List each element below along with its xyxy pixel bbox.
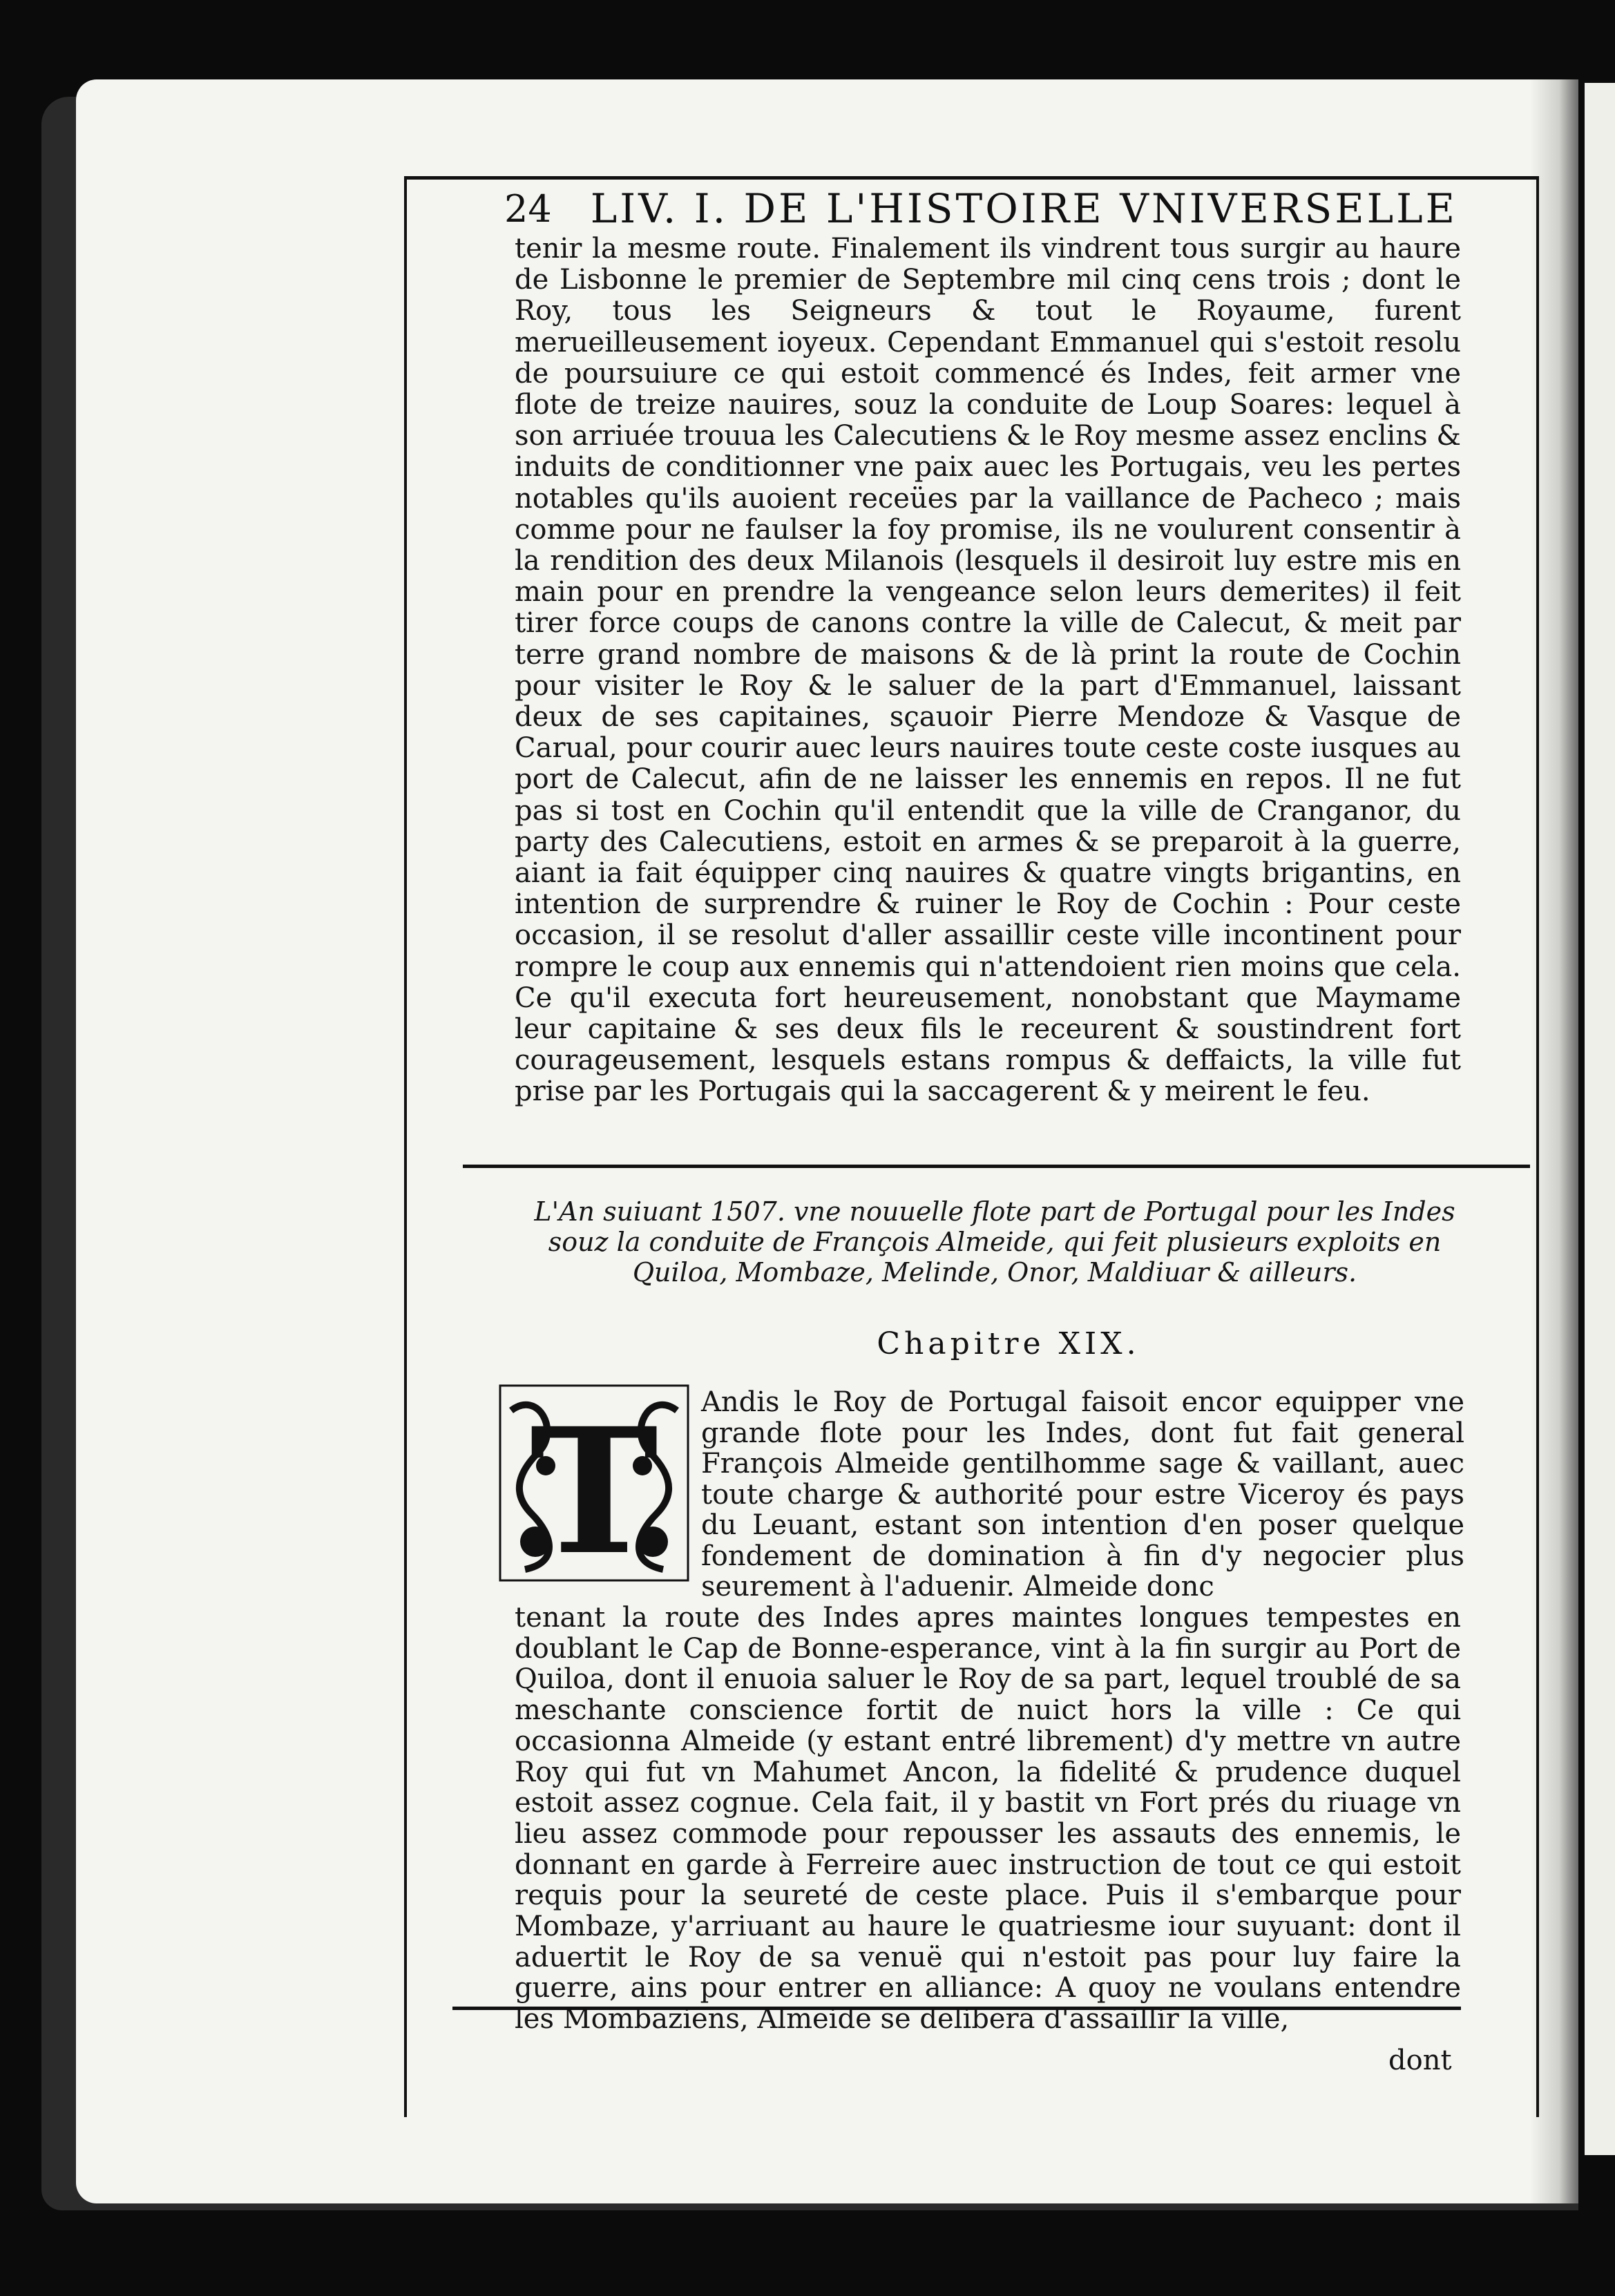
facing-page-edge	[1585, 83, 1615, 2155]
chapter-text-continued: tenant la route des Indes apres maintes longues tempestes en doublant le Cap de Bonne-esperance, vint à la fin surgir au Port de Quiloa, dont il enuoia saluer le Roy de sa part, lequel troublé de sa meschante conscience fortit de nuict hors la ville : Ce qui occasionna Almeide (y estant entré librement) d'y mettre vn autre Roy qui fut vn Mahumet Ancon, la fidelité & prudence duquel estoit assez cognue. Cela fait, il y bastit vn Fort prés du riuage vn lieu assez commode pour repousser les assauts des ennemis, le donnant en garde à Ferreire auec instruction de tout ce qui estoit requis pour la seureté de ceste place. Puis il s'embarque pour Mombaze, y'arriuant au haure le quatriesme iour suyuant: dont il aduertit le Roy de sa venuë qui n'estoit pas pour luy faire la guerre, ains pour entrer en alliance: A quoy ne voulans entendre les Mombaziens, Almeide se delibera d'assaillir la ville,	[515, 1602, 1461, 2036]
running-title: LIV. I. DE L'HISTOIRE VNIVERSELLE	[590, 185, 1458, 232]
decorated-initial-t	[497, 1383, 691, 1583]
running-header	[504, 178, 1458, 239]
catchword: dont	[1388, 2045, 1452, 2076]
chapter-heading: Chapitre XIX.	[877, 1326, 1140, 1361]
ornamental-initial-icon	[497, 1383, 691, 1583]
page-number: 24	[504, 186, 552, 231]
top-paragraph: tenir la mesme route. Finalement ils vindrent tous surgir au haure de Lisbonne le premier de Septembre mil cinq cens trois ; dont le Roy, tous les Seigneurs & tout le Royaume, furent merueilleusement ioyeux. Cependant Emmanuel qui s'estoit resolu de poursuiure ce qui estoit commencé és Indes, feit armer vne flote de treize nauires, souz la conduite de Loup Soares: lequel à son arriuée trouua les Calecutiens & le Roy mesme assez enclins & induits de conditionner vne paix auec les Portugais, veu les pertes notables qu'ils auoient receües par la vaillance de Pacheco ; mais comme pour ne faulser la foy promise, ils ne voulurent consentir à la rendition des deux Milanois (lesquels il desiroit luy estre mis en main pour en prendre la vengeance selon leurs demerites) il feit tirer force coups de canons contre la ville de Calecut, & meit par terre grand nombre de maisons & de là print la route de Cochin pour visiter le Roy & le saluer de la part d'Emmanuel, laissant deux de ses capitaines, sçauoir Pierre Mendoze & Vasque de Carual, pour courir auec leurs nauires toute ceste coste iusques au port de Calecut, afin de ne laisser les ennemis en repos. Il ne fut pas si tost en Cochin qu'il entendit que la ville de Cranganor, du party des Calecutiens, estoit en armes & se preparoit à la guerre, aiant ia fait équipper cinq nauires & quatre vingts brigantins, en intention de surprendre & ruiner le Roy de Cochin : Pour ceste occasion, il se resolut d'aller assaillir ceste ville incontinent pour rompre le coup aux ennemis qui n'attendoient rien moins que cela. Ce qu'il executa fort heureusement, nonobstant que Maymame leur capitaine & ses deux fils le receurent & soustindrent fort courageusement, lesquels estans rompus & deffaicts, la ville fut prise par les Portugais qui la saccagerent & y meirent le feu.	[515, 233, 1461, 1108]
chapter-text-beside-initial: Andis le Roy de Portugal faisoit encor equipper vne grande flote pour les Indes, dont fut fait general François Almeide gentilhomme sage & vaillant, auec toute charge & authorité pour estre Viceroy és pays du Leuant, estant son intention d'en poser quelque fondement de domination à fin d'y negocier plus seurement à l'aduenir. Almeide donc	[701, 1386, 1464, 1603]
section-divider	[463, 1165, 1530, 1168]
chapter-summary: L'An suiuant 1507. vne nouuelle flote part de Portugal pour les Indes souz la conduite de François Almeide, qui feit plusieurs exploits en Quiloa, Mombaze, Melinde, Onor, Maldiuar & ailleurs.	[534, 1196, 1455, 1288]
dropcap-letter: T	[529, 1390, 659, 1583]
bottom-rule	[452, 2007, 1461, 2010]
